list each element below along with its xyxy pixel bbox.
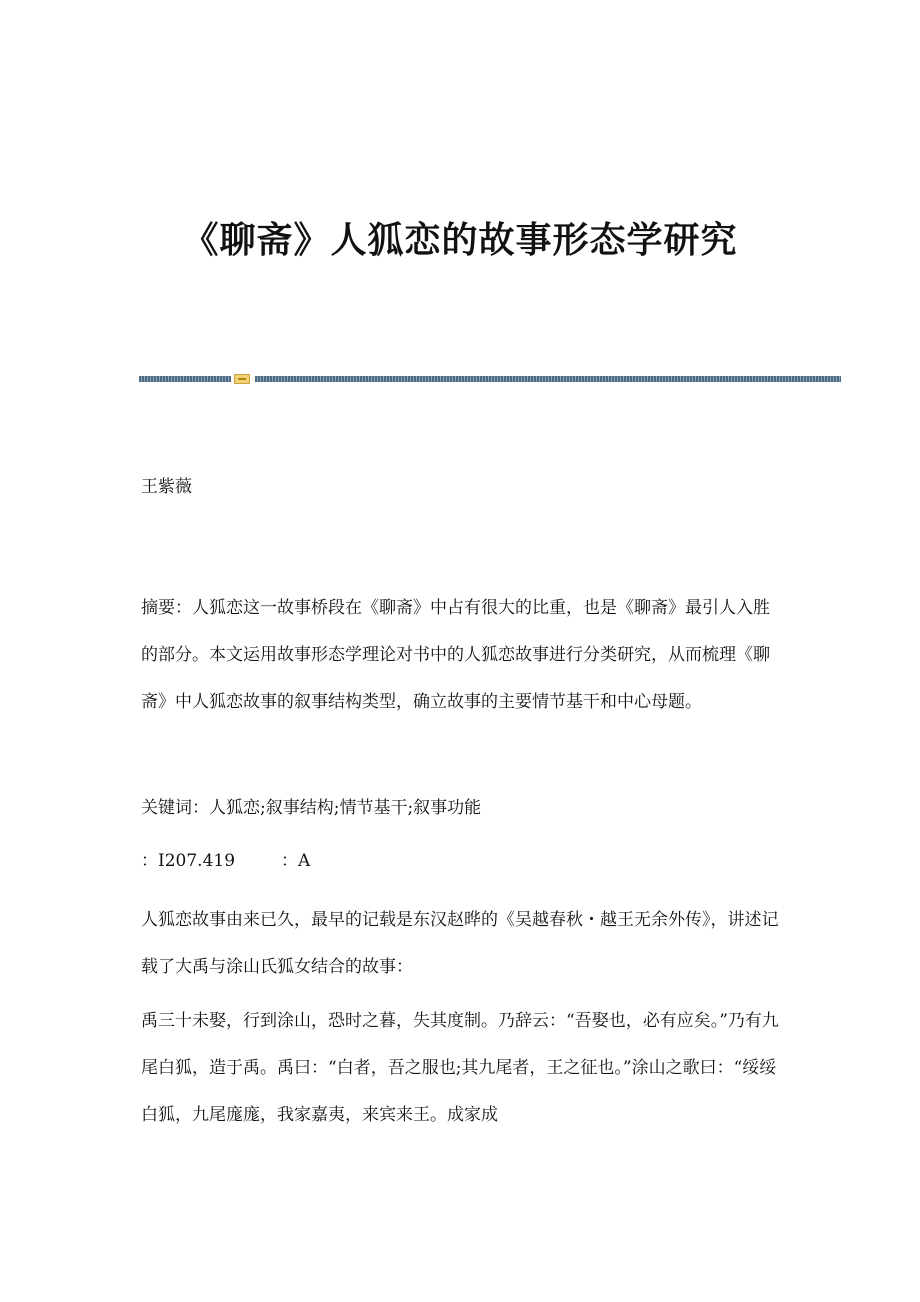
doc-code: A [298,851,311,871]
envelope-icon [234,374,250,384]
clc-number: I207.419 [158,851,236,871]
author-name: 王紫薇 [141,477,192,497]
body-paragraph: 人狐恋故事由来已久，最早的记载是东汉赵晔的《吴越春秋・越王无余外传》，讲述记载了大禹与涂山氏狐女结合的故事： [141,910,779,977]
page-title: 《聊斋》人狐恋的故事形态学研究 [182,219,738,261]
divider-left-bar [139,376,231,382]
quoted-passage: 禹三十未娶，行到涂山，恐时之暮，失其度制。乃辞云：“吾娶也，必有应矣。”乃有九尾白狐，造于禹。禹曰：“白者，吾之服也;其九尾者，王之征也。”涂山之歌曰：“绥绥白狐，九尾庬庬，我家嘉夷，来宾来王。成家成 [141,1011,779,1125]
title-divider [139,374,841,384]
doc-code-label: ： [281,851,299,871]
keywords: 关键词：人狐恋;叙事结构;情节基干;叙事功能 [141,798,482,818]
clc-label: ： [141,851,158,871]
classification-line [141,838,781,885]
abstract: 摘要：人狐恋这一故事桥段在《聊斋》中占有很大的比重，也是《聊斋》最引人入胜的部分。本文运用故事形态学理论对书中的人狐恋故事进行分类研究，从而梳理《聊斋》中人狐恋故事的叙事结构类型，确立故事的主要情节基干和中心母题。 [141,598,770,712]
divider-right-bar [255,376,841,382]
